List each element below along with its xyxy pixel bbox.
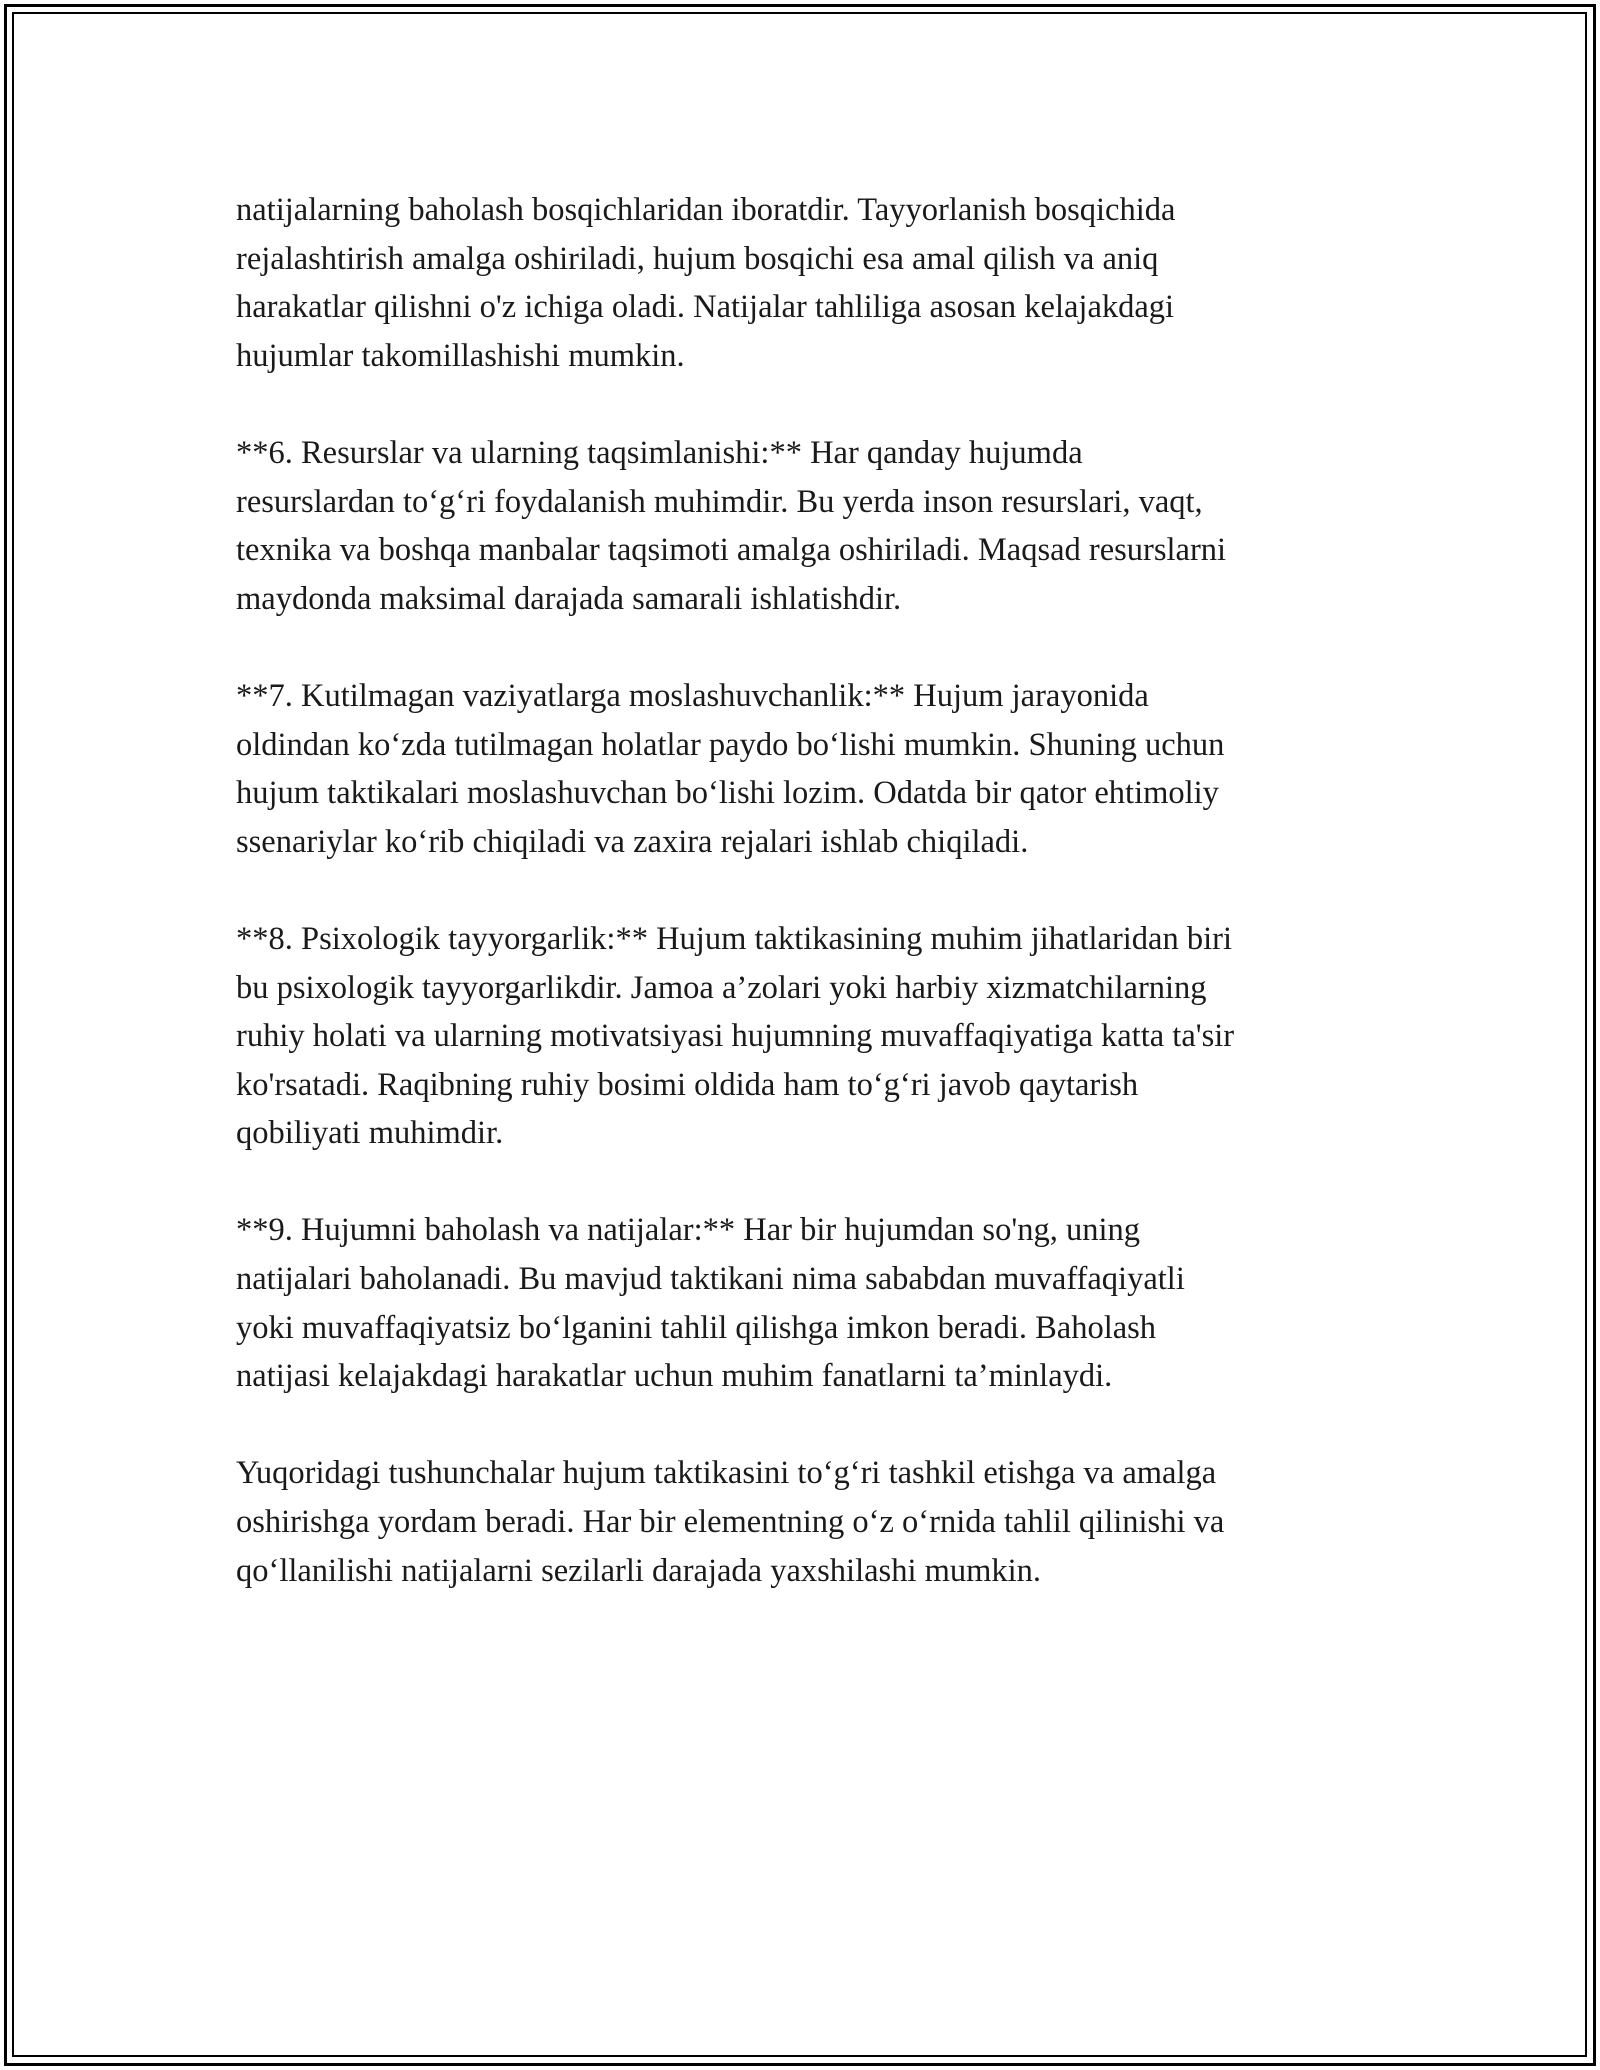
paragraph-evaluation-results: **9. Hujumni baholash va natijalar:** Har bir hujumdan so'ng, uning natijalari baholanadi. Bu mavjud taktikani nima sababdan muvaffaqiyatli yoki muvaffaqiyatsiz bo‘lganini tahlil qilishga imkon beradi. Baholash natijasi kelajakdagi harakatlar uchun muhim fanatlarni ta’minlaydi.	[236, 1212, 1185, 1395]
document-body	[236, 186, 1376, 1644]
paragraph-resources: **6. Resurslar va ularning taqsimlanishi:** Har qanday hujumda resurslardan to‘g‘ri foydalanish muhimdir. Bu yerda inson resurslari, vaqt, texnika va boshqa manbalar taqsimoti amalga oshiriladi. Maqsad resurslarni maydonda maksimal darajada samarali ishlatishdir.	[236, 434, 1227, 617]
paragraph-conclusion: Yuqoridagi tushunchalar hujum taktikasini to‘g‘ri tashkil etishga va amalga oshirishga yordam beradi. Har bir elementning o‘z o‘rnida tahlil qilinishi va qo‘llanilishi natijalarni sezilarli darajada yaxshilashi mumkin.	[236, 1455, 1225, 1589]
paragraph-adaptability: **7. Kutilmagan vaziyatlarga moslashuvchanlik:** Hujum jarayonida oldindan ko‘zda tutilmagan holatlar paydo bo‘lishi mumkin. Shuning uchun hujum taktikalari moslashuvchan bo‘lishi lozim. Odatda bir qator ehtimoliy ssenariylar ko‘rib chiqiladi va zaxira rejalari ishlab chiqiladi.	[236, 677, 1225, 860]
paragraph-intro-continuation: natijalarning baholash bosqichlaridan iboratdir. Tayyorlanish bosqichida rejalashtirish amalga oshiriladi, hujum bosqichi esa amal qilish va aniq harakatlar qilishni o'z ichiga oladi. Natijalar tahliliga asosan kelajakdagi hujumlar takomillashishi mumkin.	[236, 192, 1176, 374]
paragraph-psychological-readiness: **8. Psixologik tayyorgarlik:** Hujum taktikasining muhim jihatlaridan biri bu psixologik tayyorgarlikdir. Jamoa a’zolari yoki harbiy xizmatchilarning ruhiy holati va ularning motivatsiyasi hujumning muvaffaqiyatiga katta ta'sir ko'rsatadi. Raqibning ruhiy bosimi oldida ham to‘g‘ri javob qaytarish qobiliyati muhimdir.	[236, 920, 1235, 1152]
